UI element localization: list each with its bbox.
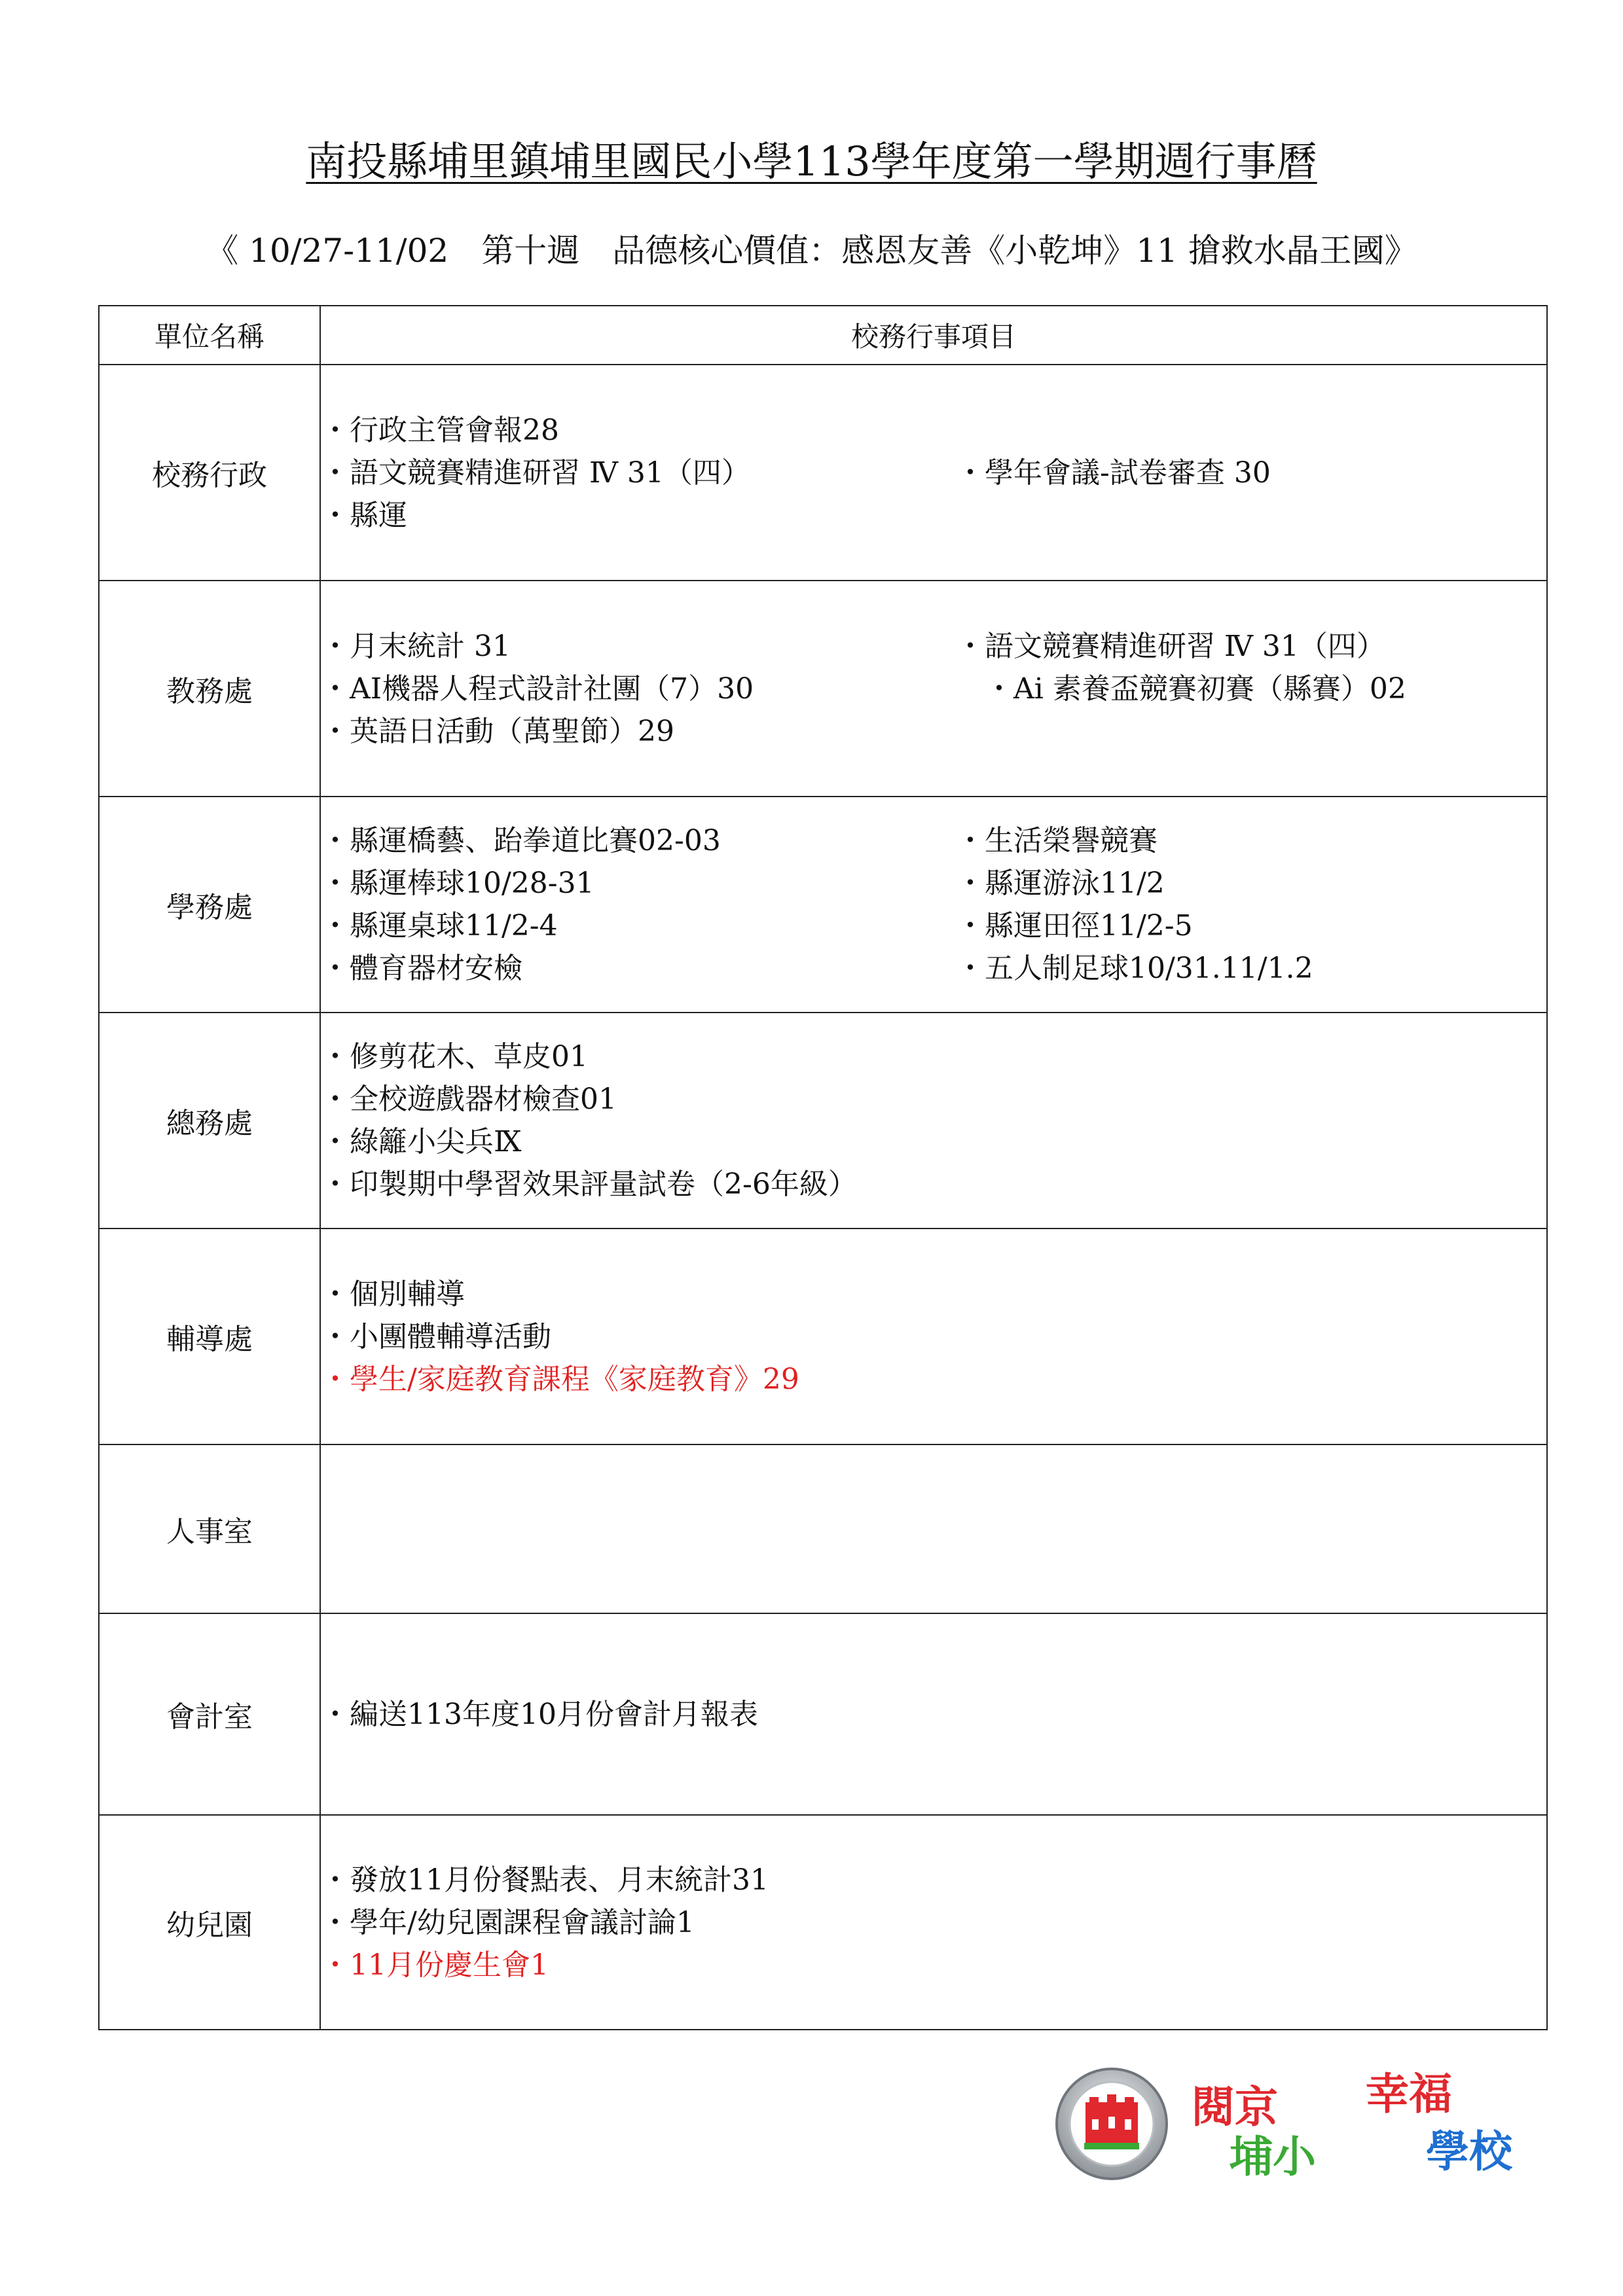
list-item: ・小團體輔導活動 [321,1319,551,1354]
unit-name: 人事室 [99,1444,320,1613]
table-row [99,1613,1547,1815]
items-cell-empty [320,1444,1547,1613]
unit-name: 輔導處 [99,1229,320,1444]
list-item-highlighted: ・學生/家庭教育課程《家庭教育》29 [321,1362,799,1396]
list-item: ・五人制足球10/31.11/1.2 [956,952,1313,985]
items-cell [320,581,1547,797]
list-item: ・印製期中學習效果評量試卷（2-6年級） [321,1168,857,1201]
unit-name: 學務處 [99,797,320,1013]
list-item: ・AI機器人程式設計社團（7）30 [321,672,754,706]
items-cell [320,1613,1547,1815]
list-item [956,494,1623,537]
list-item: ・學年/幼兒園課程會議討論1 [321,1905,695,1939]
list-item-highlighted: ・11月份慶生會1 [321,1948,549,1982]
list-item [956,409,1623,452]
logo-text-3: 埔小 [1230,2132,1316,2182]
items-cell [320,1815,1547,2030]
list-item: ・縣運棒球10/28-31 [321,867,594,900]
unit-name: 會計室 [99,1613,320,1815]
list-item: ・體育器材安檢 [321,952,522,985]
list-item: ・修剪花木、草皮01 [321,1040,588,1073]
header-unit: 單位名稱 [99,306,320,365]
weekly-calendar-table [98,305,1548,2030]
table-row [99,1815,1547,2030]
list-item: ・縣運游泳11/2 [956,867,1165,900]
unit-name: 教務處 [99,581,320,797]
school-logo [1054,2062,1539,2186]
table-row [99,581,1547,797]
list-item: ・行政主管會報28 [321,413,559,447]
items-cell [320,365,1547,581]
page-title: 南投縣埔里鎮埔里國民小學113學年度第一學期週行事曆 [306,137,1317,185]
list-item: ・縣運橋藝、跆拳道比賽02-03 [321,824,721,857]
list-item: ・英語日活動（萬聖節）29 [321,714,674,748]
list-item: ・發放11月份餐點表、月末統計31 [321,1863,769,1897]
list-item: ・縣運 [321,498,407,532]
list-item: ・縣運桌球11/2-4 [321,909,558,942]
table-row [99,1444,1547,1613]
list-item: ・綠籬小尖兵Ⅸ [321,1125,522,1158]
list-item: ・生活榮譽競賽 [956,824,1158,857]
header-items: 校務行事項目 [320,306,1547,365]
table-row [99,1013,1547,1229]
list-item [956,710,1623,753]
week-subtitle: 《 10/27-11/02 第十週 品德核心價值：感恩友善《小乾坤》11 搶救水晶王國》 [206,232,1417,270]
list-item: ・語文競賽精進研習 Ⅳ 31（四） [956,629,1385,663]
emblem-icon [1057,2069,1167,2179]
unit-name: 總務處 [99,1013,320,1229]
items-cell [320,1013,1547,1229]
items-cell [320,1229,1547,1444]
items-cell [320,797,1547,1013]
table-row [99,1229,1547,1444]
list-item: ・Ai 素養盃競賽初賽（縣賽）02 [956,672,1406,706]
list-item: ・月末統計 31 [321,629,511,663]
table-row [99,797,1547,1013]
logo-text-2: 幸福 [1366,2069,1452,2119]
unit-name: 校務行政 [99,365,320,581]
header-row [99,306,1547,365]
list-item: ・個別輔導 [321,1277,465,1311]
logo-text-4: 學校 [1426,2126,1512,2177]
list-item: ・縣運田徑11/2-5 [956,909,1193,942]
list-item: ・全校遊戲器材檢查01 [321,1083,617,1116]
list-item: ・編送113年度10月份會計月報表 [321,1697,758,1731]
table-row [99,365,1547,581]
logo-text-1: 閱京 [1192,2082,1278,2132]
unit-name: 幼兒園 [99,1815,320,2030]
list-item: ・學年會議-試卷審查 30 [956,456,1271,490]
list-item: ・語文競賽精進研習 Ⅳ 31（四） [321,456,750,490]
